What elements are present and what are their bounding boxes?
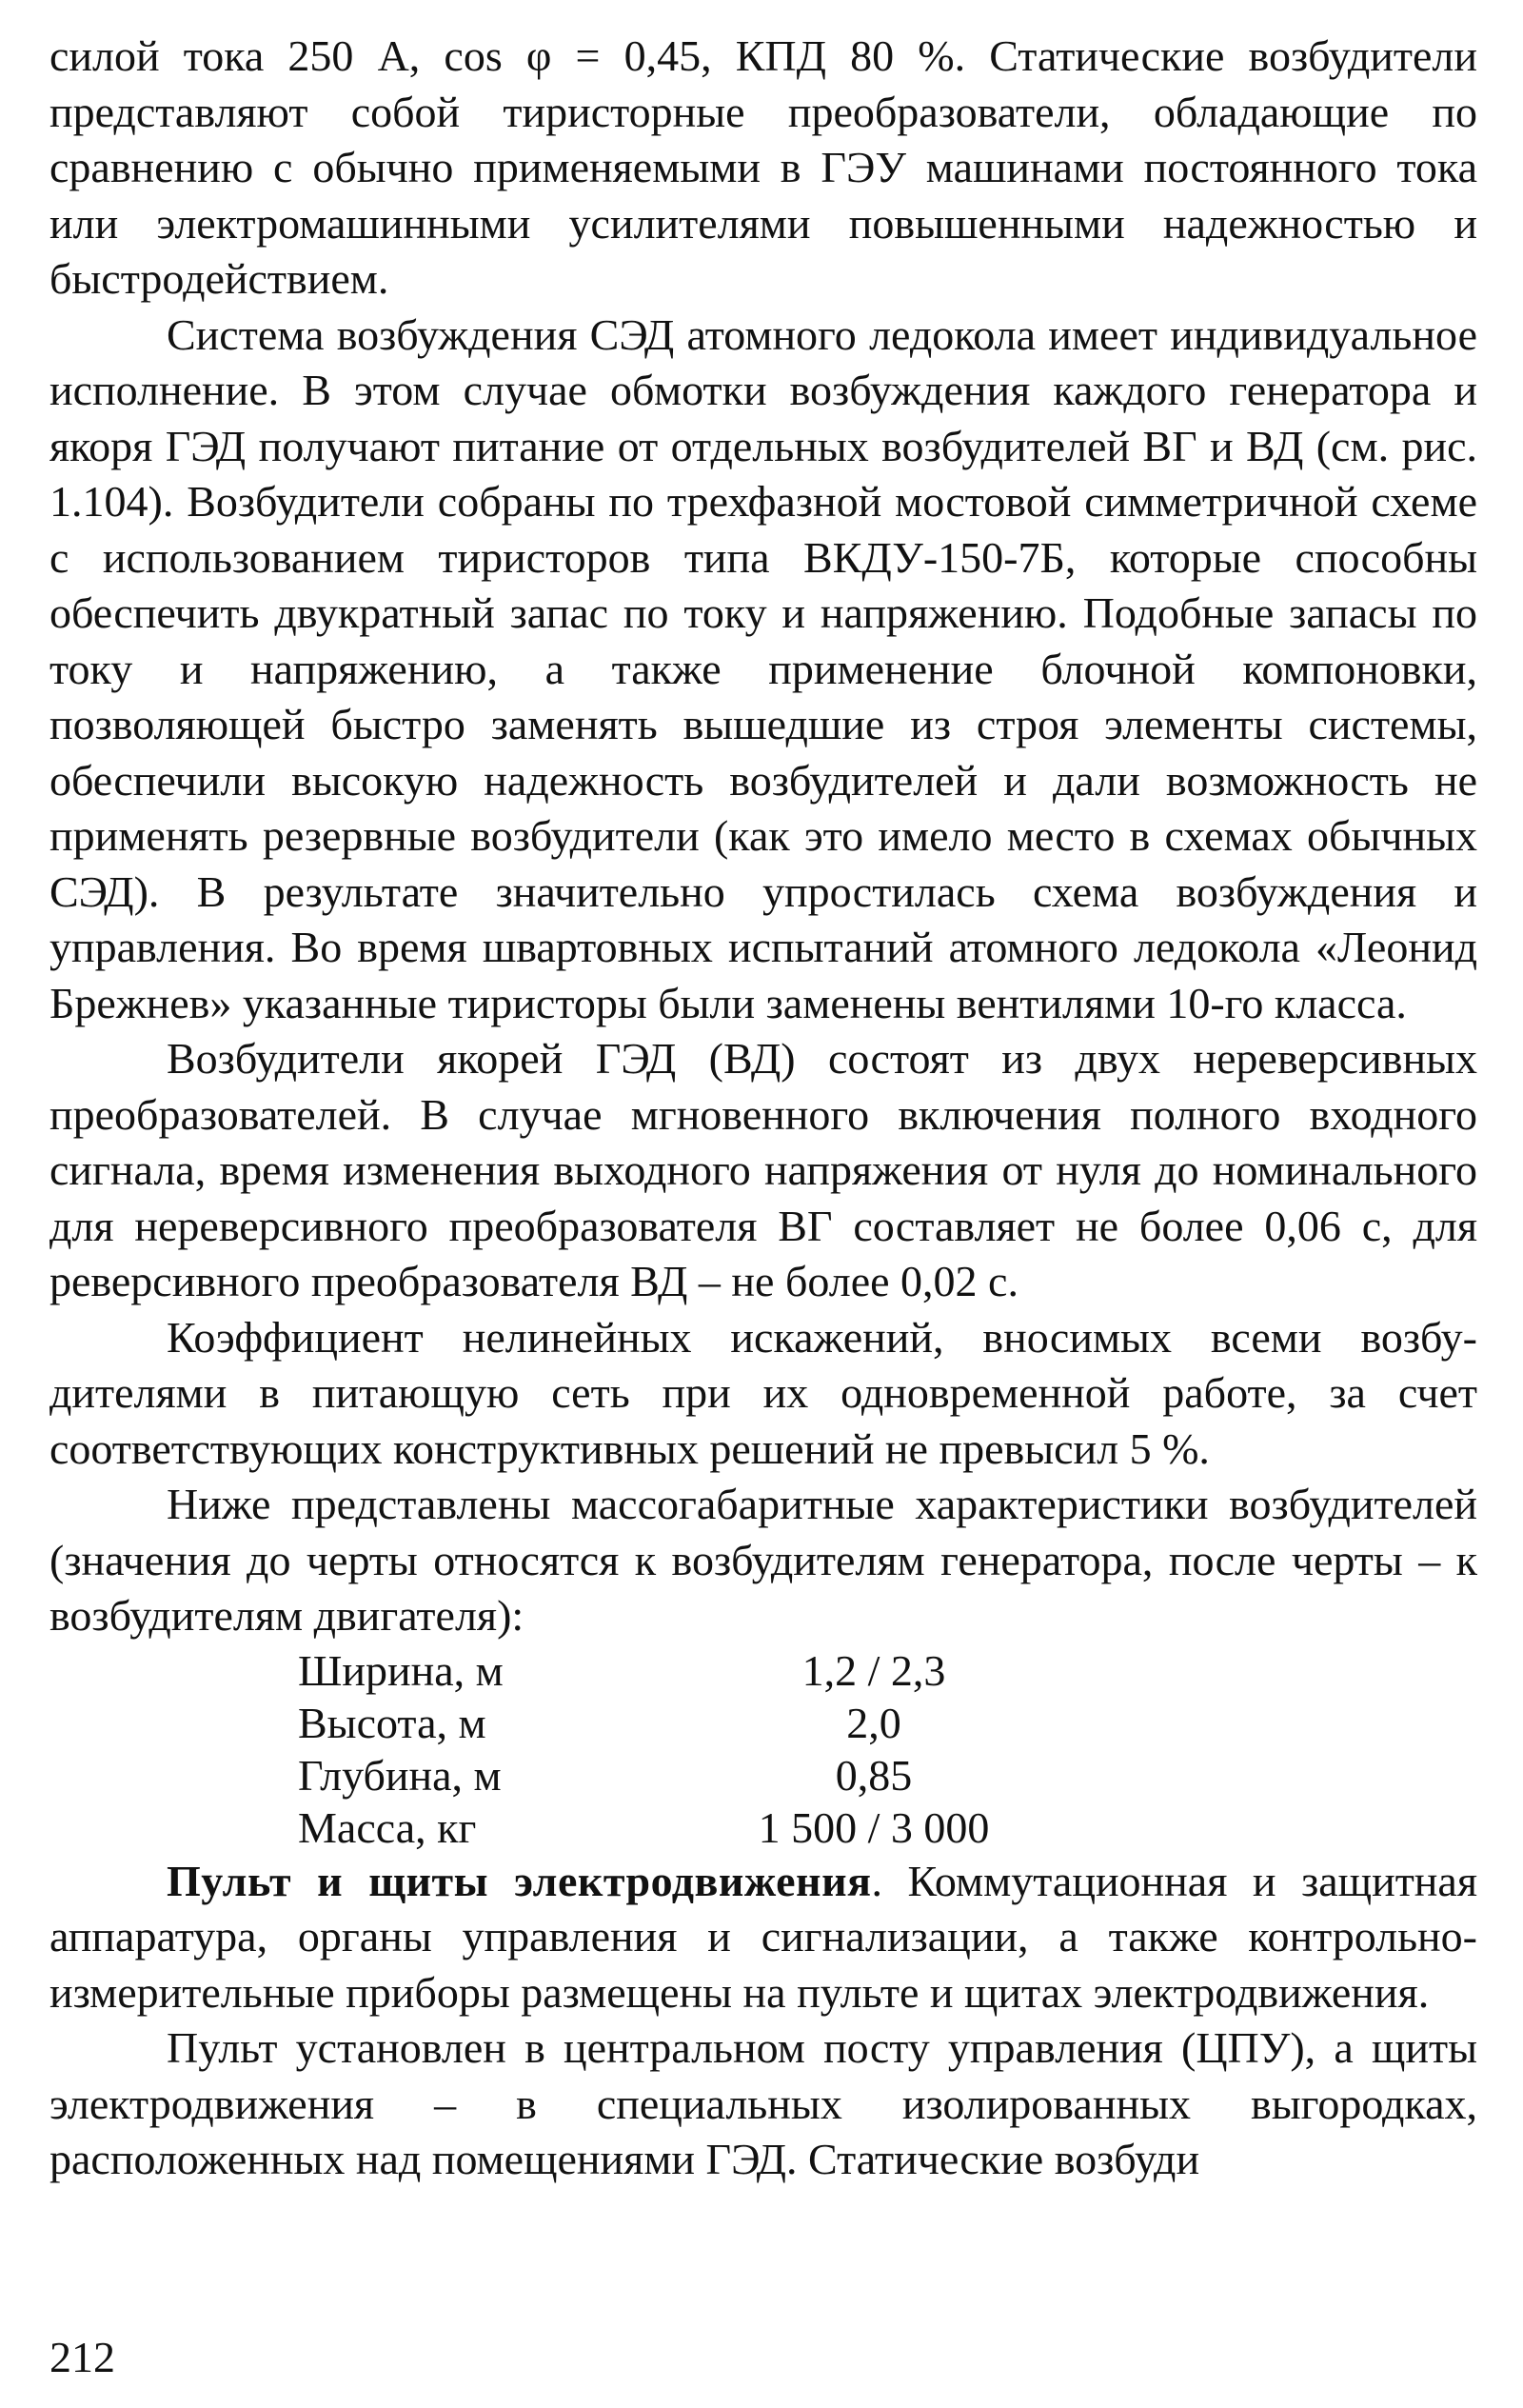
section-text: . Коммутационная и защитная аппаратура, органы управления и сигнализации, а также контрольно-измерительные приборы размещены на пульте и щитах электродвижения. — [49, 1856, 1477, 2017]
spec-label: Ширина, м — [298, 1645, 504, 1695]
spec-value: 0,85 — [835, 1750, 913, 1800]
paragraph-3: Возбудители якорей ГЭД (ВД) состоят из двух нереверсивных преобразователей. В случае мгновенного включения полного входного сигнала, время изменения выходного напряжения от нуля до номинального для нереверсивного преобразователя ВГ составляет не более 0,06 с, для реверсивного преобразователя ВД – не более 0,02 с. — [49, 1034, 1477, 1305]
page-number: 212 — [49, 2333, 115, 2381]
table-row — [298, 1697, 993, 1749]
paragraph-5: Ниже представлены массогабаритные характеристики возбудителей (значения до черты относятся к возбудителям генератора, после черты – к возбудителям двигателя): — [49, 1480, 1477, 1640]
paragraph-4: Коэффициент нелинейных искажений, вносимых всеми возбудителями в питающую сеть при их одновременной работе, за счет соответствующих конструктивных решений не превысил 5 %. — [49, 1312, 1477, 1473]
paragraph-1: силой тока 250 А, cos φ = 0,45, КПД 80 %. Статические возбудители представляют собой тиристорные преобразователи, обладающие по сравнению с обычно применяемыми в ГЭУ машинами постоянного тока или электромашинными усилителями повышенными надежностью и быстродействием. — [49, 31, 1477, 303]
spec-value: 1 500 / 3 000 — [758, 1802, 990, 1852]
table-row — [298, 1749, 993, 1801]
table-row — [298, 1644, 993, 1697]
table-row — [298, 1801, 993, 1854]
section-paragraph — [49, 1854, 1477, 2021]
spec-value: 1,2 / 2,3 — [801, 1645, 946, 1695]
spec-label: Масса, кг — [298, 1802, 477, 1852]
final-paragraph: Пульт установлен в центральном посту управления (ЦПУ), а щиты электродвижения – в специальных изолированных выгородках, расположенных над помещениями ГЭД. Статические возбуди — [49, 2023, 1477, 2183]
page-body — [49, 29, 1477, 2188]
paragraph-2: Система возбуждения СЭД атомного ледокола имеет индивидуальное исполнение. В этом случае обмотки возбуждения каждого генератора и якоря ГЭД получают питание от отдельных возбудителей ВГ и ВД (см. рис. 1.104). Возбудители собраны по трехфазной мостовой симметричной схеме с использованием тиристоров типа ВКДУ-150-7Б, которые способны обеспечить двукратный запас по току и напряжению. Подобные запасы по току и напряжению, а также применение блочной компоновки, позволяющей быстро заменять вышедшие из строя элементы системы, обеспечили высокую надежность возбудителей и дали возможность не применять резервные возбудители (как это имело место в схемах обычных СЭД). В результате значительно упростилась схема возбуждения и управления. Во время швартовных испытаний атомного ледокола «Леонид Брежнев» указанные тиристоры были заменены вентилями 10-го класса. — [49, 309, 1477, 1027]
dimensions-table — [298, 1644, 993, 1854]
spec-label: Глубина, м — [298, 1750, 502, 1800]
section-heading: Пульт и щиты электродвижения — [167, 1856, 872, 1905]
spec-value: 2,0 — [846, 1698, 901, 1747]
spec-label: Высота, м — [298, 1698, 486, 1747]
